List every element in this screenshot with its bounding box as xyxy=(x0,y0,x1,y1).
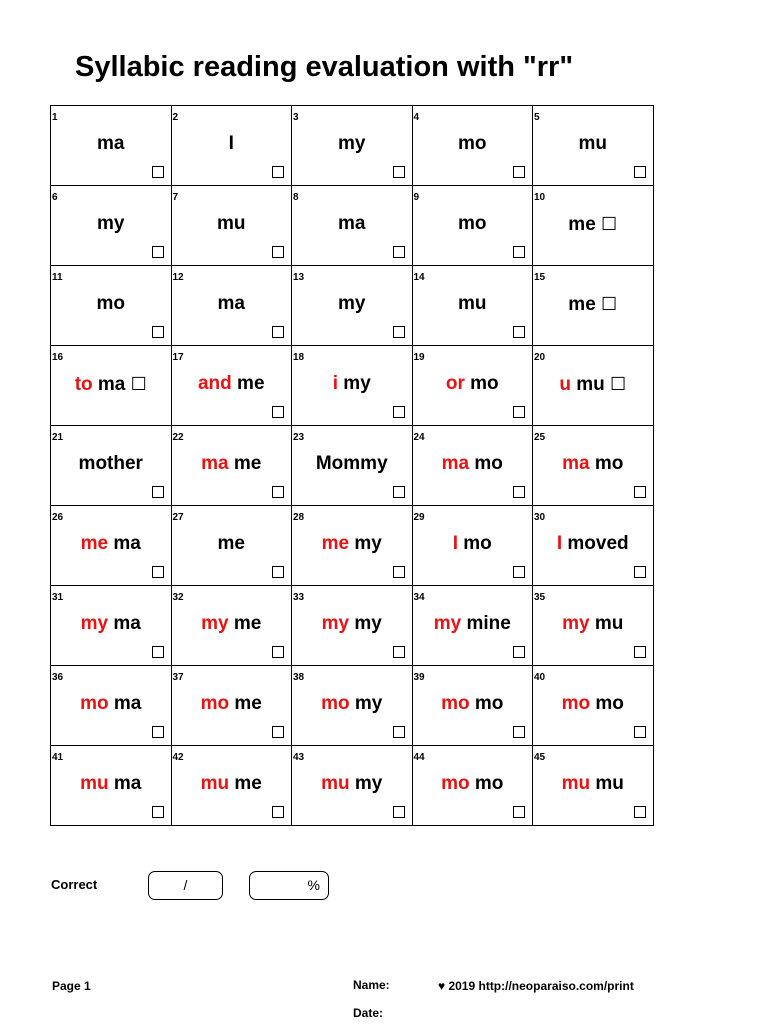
grid-cell xyxy=(51,346,172,426)
syllable-text: mo xyxy=(458,213,487,234)
grid-cell xyxy=(172,746,293,826)
checkbox[interactable] xyxy=(513,486,525,498)
syllable-text: mo xyxy=(474,773,504,794)
cell-number: 28 xyxy=(293,512,305,523)
cell-number: 40 xyxy=(534,672,546,683)
syllable-text: ma xyxy=(97,133,125,154)
checkbox[interactable] xyxy=(393,406,405,418)
checkbox[interactable] xyxy=(272,566,284,578)
cell-syllable xyxy=(533,613,653,635)
cell-number: 1 xyxy=(52,112,58,123)
highlighted-syllable: and xyxy=(197,373,232,394)
grid-cell xyxy=(172,186,293,266)
cell-number: 37 xyxy=(172,672,184,683)
cell-syllable xyxy=(533,533,653,555)
grid-cell xyxy=(292,426,413,506)
highlighted-syllable: i xyxy=(332,373,339,394)
cell-number: 27 xyxy=(172,512,184,523)
checkbox[interactable] xyxy=(272,166,284,178)
cell-number: 44 xyxy=(413,752,425,763)
cell-syllable xyxy=(172,133,292,155)
highlighted-syllable: mo xyxy=(441,693,470,714)
cell-syllable xyxy=(172,693,292,715)
syllable-text: mu xyxy=(458,293,487,314)
highlighted-syllable: mo xyxy=(80,693,109,714)
cell-number: 43 xyxy=(293,752,305,763)
cell-number: 32 xyxy=(172,592,184,603)
checkbox[interactable] xyxy=(513,566,525,578)
checkbox[interactable] xyxy=(272,246,284,258)
syllable-text: me xyxy=(234,773,262,794)
checkbox[interactable] xyxy=(272,406,284,418)
grid-cell xyxy=(172,106,293,186)
cell-syllable xyxy=(292,213,412,235)
checkbox[interactable] xyxy=(272,726,284,738)
syllable-text: mo xyxy=(96,293,125,314)
cell-syllable xyxy=(533,213,653,236)
cell-syllable xyxy=(172,453,292,475)
grid-cell xyxy=(292,666,413,746)
highlighted-syllable: I xyxy=(556,533,563,554)
checkbox[interactable] xyxy=(393,566,405,578)
cell-syllable xyxy=(533,373,653,396)
cell-syllable xyxy=(51,533,171,555)
cell-number: 2 xyxy=(172,112,179,123)
cell-number: 34 xyxy=(413,592,425,603)
grid-cell xyxy=(533,666,654,746)
syllable-text: my xyxy=(338,133,366,154)
cell-syllable xyxy=(413,533,533,555)
checkbox[interactable] xyxy=(513,166,525,178)
cell-syllable xyxy=(51,613,171,635)
cell-syllable xyxy=(533,773,653,795)
checkbox[interactable] xyxy=(634,166,646,178)
cell-syllable xyxy=(172,533,292,555)
syllable-text: ma xyxy=(113,773,142,794)
date-label: Date: xyxy=(353,1006,384,1020)
syllable-text: ma xyxy=(97,374,126,395)
cell-syllable xyxy=(51,213,171,235)
syllable-text: mu xyxy=(578,133,607,154)
cell-number: 15 xyxy=(534,272,546,283)
grid-cell xyxy=(413,586,534,666)
cell-syllable xyxy=(292,773,412,795)
grid-cell xyxy=(533,186,654,266)
cell-syllable xyxy=(51,133,171,155)
grid-cell xyxy=(413,106,534,186)
checkbox[interactable] xyxy=(513,326,525,338)
cell-number: 16 xyxy=(52,352,64,363)
checkbox[interactable] xyxy=(152,726,164,738)
checkbox-icon[interactable]: ☐ xyxy=(130,374,147,394)
checkbox[interactable] xyxy=(513,246,525,258)
syllable-text: my xyxy=(354,693,383,714)
grid-cell xyxy=(413,746,534,826)
syllable-text: me xyxy=(237,373,265,394)
grid-cell xyxy=(51,106,172,186)
checkbox-icon[interactable]: ☐ xyxy=(601,214,618,234)
syllable-text: I xyxy=(228,133,234,154)
cell-syllable xyxy=(292,533,412,555)
grid-cell xyxy=(172,266,293,346)
cell-number: 36 xyxy=(52,672,64,683)
syllable-text: mu xyxy=(594,613,624,634)
syllable-text: mu xyxy=(595,773,624,794)
syllable-text: me xyxy=(233,453,262,474)
cell-syllable xyxy=(292,693,412,715)
cell-syllable xyxy=(51,773,171,795)
cell-syllable xyxy=(533,293,653,316)
grid-cell xyxy=(533,586,654,666)
grid-cell xyxy=(51,666,172,746)
cell-syllable xyxy=(51,693,171,715)
highlighted-syllable: to xyxy=(74,374,93,395)
grid-cell xyxy=(292,186,413,266)
checkbox[interactable] xyxy=(152,326,164,338)
cell-number: 24 xyxy=(413,432,425,443)
checkbox[interactable] xyxy=(152,166,164,178)
cell-syllable xyxy=(51,293,171,315)
grid-cell xyxy=(292,586,413,666)
grid-cell xyxy=(533,266,654,346)
cell-number: 35 xyxy=(534,592,546,603)
cell-syllable xyxy=(292,293,412,315)
syllable-text: mo xyxy=(594,453,624,474)
highlighted-syllable: mu xyxy=(200,773,230,794)
syllable-text: my xyxy=(338,293,366,314)
grid-cell xyxy=(533,426,654,506)
checkbox[interactable] xyxy=(634,806,646,818)
correct-fraction-field[interactable]: / xyxy=(148,871,223,900)
checkbox[interactable] xyxy=(634,566,646,578)
highlighted-syllable: mo xyxy=(200,693,230,714)
highlighted-syllable: my xyxy=(562,613,590,634)
grid-cell xyxy=(51,746,172,826)
highlighted-syllable: my xyxy=(321,613,350,634)
grid-cell xyxy=(413,426,534,506)
syllable-text: me xyxy=(568,294,596,315)
cell-syllable xyxy=(172,373,292,395)
cell-number: 25 xyxy=(534,432,546,443)
grid-cell xyxy=(413,346,534,426)
cell-syllable xyxy=(172,213,292,235)
grid-cell xyxy=(533,346,654,426)
syllable-text: my xyxy=(354,773,383,794)
grid-cell xyxy=(51,186,172,266)
checkbox[interactable] xyxy=(513,646,525,658)
highlighted-syllable: mu xyxy=(561,773,591,794)
cell-number: 18 xyxy=(293,352,305,363)
cell-syllable xyxy=(292,613,412,635)
cell-number: 20 xyxy=(534,352,546,363)
checkbox[interactable] xyxy=(634,646,646,658)
highlighted-syllable: me xyxy=(80,533,109,554)
checkbox[interactable] xyxy=(393,806,405,818)
checkbox[interactable] xyxy=(393,166,405,178)
highlighted-syllable: mo xyxy=(441,773,470,794)
cell-syllable xyxy=(533,693,653,715)
cell-number: 14 xyxy=(413,272,425,283)
checkbox[interactable] xyxy=(272,646,284,658)
reading-grid xyxy=(50,105,654,826)
cell-number: 13 xyxy=(293,272,305,283)
checkbox[interactable] xyxy=(393,326,405,338)
cell-syllable xyxy=(413,773,533,795)
checkbox[interactable] xyxy=(393,246,405,258)
checkbox[interactable] xyxy=(513,806,525,818)
highlighted-syllable: ma xyxy=(441,453,470,474)
highlighted-syllable: mo xyxy=(321,693,350,714)
syllable-text: mine xyxy=(466,613,511,634)
syllable-text: me xyxy=(233,613,262,634)
cell-syllable xyxy=(172,293,292,315)
cell-number: 6 xyxy=(52,192,58,203)
highlighted-syllable: my xyxy=(80,613,109,634)
syllable-text: mo xyxy=(474,453,503,474)
cell-number: 31 xyxy=(52,592,64,603)
highlighted-syllable: ma xyxy=(201,453,229,474)
cell-number: 3 xyxy=(293,112,299,123)
checkbox[interactable] xyxy=(513,726,525,738)
cell-syllable xyxy=(413,133,533,155)
cell-syllable xyxy=(292,373,412,395)
grid-cell xyxy=(292,746,413,826)
correct-label: Correct xyxy=(51,877,98,892)
grid-cell xyxy=(172,586,293,666)
page-number: Page 1 xyxy=(52,979,91,993)
highlighted-syllable: ma xyxy=(562,453,590,474)
syllable-text: ma xyxy=(338,213,366,234)
cell-syllable xyxy=(51,373,171,396)
highlighted-syllable: u xyxy=(559,374,571,395)
checkbox[interactable] xyxy=(152,246,164,258)
syllable-text: me xyxy=(568,214,596,235)
grid-cell xyxy=(533,506,654,586)
syllable-text: my xyxy=(354,533,382,554)
checkbox-icon[interactable]: ☐ xyxy=(610,374,627,394)
grid-cell xyxy=(413,186,534,266)
cell-syllable xyxy=(413,293,533,315)
grid-cell xyxy=(292,106,413,186)
grid-cell xyxy=(413,266,534,346)
highlighted-syllable: my xyxy=(201,613,229,634)
grid-cell xyxy=(51,426,172,506)
cell-syllable xyxy=(413,373,533,395)
cell-syllable xyxy=(172,613,292,635)
cell-number: 10 xyxy=(534,192,546,203)
cell-number: 12 xyxy=(172,272,184,283)
grid-cell xyxy=(172,426,293,506)
highlighted-syllable: me xyxy=(321,533,350,554)
syllable-text: mu xyxy=(217,213,246,234)
syllable-text: Mommy xyxy=(315,453,388,474)
checkbox[interactable] xyxy=(393,646,405,658)
cell-syllable xyxy=(292,133,412,155)
syllable-text: my xyxy=(354,613,382,634)
grid-cell xyxy=(51,266,172,346)
cell-syllable xyxy=(413,693,533,715)
checkbox[interactable] xyxy=(152,646,164,658)
checkbox[interactable] xyxy=(152,806,164,818)
cell-number: 8 xyxy=(293,192,299,203)
checkbox[interactable] xyxy=(272,806,284,818)
grid-cell xyxy=(51,506,172,586)
cell-number: 45 xyxy=(534,752,546,763)
grid-cell xyxy=(292,506,413,586)
credit-text: ♥ 2019 http://neoparaiso.com/print xyxy=(438,979,634,993)
highlighted-syllable: mu xyxy=(80,773,109,794)
highlighted-syllable: mu xyxy=(321,773,350,794)
syllable-text: mo xyxy=(470,373,499,394)
syllable-text: moved xyxy=(567,533,629,554)
checkbox[interactable] xyxy=(513,406,525,418)
checkbox[interactable] xyxy=(634,486,646,498)
page-title: Syllabic reading evaluation with "rr" xyxy=(75,51,574,83)
cell-number: 23 xyxy=(293,432,305,443)
syllable-text: ma xyxy=(113,533,141,554)
checkbox[interactable] xyxy=(393,726,405,738)
highlighted-syllable: I xyxy=(452,533,458,554)
grid-cell xyxy=(172,346,293,426)
cell-number: 11 xyxy=(52,272,63,283)
syllable-text: mo xyxy=(463,533,492,554)
checkbox[interactable] xyxy=(272,486,284,498)
cell-syllable xyxy=(533,453,653,475)
checkbox[interactable] xyxy=(393,486,405,498)
checkbox[interactable] xyxy=(152,566,164,578)
cell-number: 33 xyxy=(293,592,305,603)
cell-number: 29 xyxy=(413,512,425,523)
grid-cell xyxy=(413,506,534,586)
grid-cell xyxy=(292,346,413,426)
cell-number: 7 xyxy=(172,192,179,203)
name-label: Name: xyxy=(353,978,390,992)
grid-cell xyxy=(51,586,172,666)
highlighted-syllable: or xyxy=(445,373,465,394)
checkbox[interactable] xyxy=(634,726,646,738)
cell-number: 26 xyxy=(52,512,64,523)
cell-number: 4 xyxy=(413,112,420,123)
cell-syllable xyxy=(292,453,412,475)
cell-number: 42 xyxy=(172,752,184,763)
syllable-text: mo xyxy=(595,693,624,714)
grid-cell xyxy=(172,506,293,586)
syllable-text: mo xyxy=(474,693,504,714)
cell-syllable xyxy=(51,453,171,475)
syllable-text: me xyxy=(217,533,245,554)
syllable-text: my xyxy=(343,373,371,394)
checkbox[interactable] xyxy=(272,326,284,338)
highlighted-syllable: mo xyxy=(561,693,591,714)
checkbox-icon[interactable]: ☐ xyxy=(601,294,618,314)
cell-number: 5 xyxy=(534,112,540,123)
grid-cell xyxy=(413,666,534,746)
syllable-text: ma xyxy=(113,693,142,714)
cell-number: 41 xyxy=(52,752,64,763)
syllable-text: mo xyxy=(458,133,487,154)
syllable-text: mu xyxy=(576,374,605,395)
grid-cell xyxy=(172,666,293,746)
cell-number: 19 xyxy=(413,352,425,363)
correct-percent-field[interactable]: % xyxy=(249,871,329,900)
cell-syllable xyxy=(413,213,533,235)
syllable-text: my xyxy=(97,213,125,234)
checkbox[interactable] xyxy=(152,486,164,498)
cell-number: 9 xyxy=(413,192,420,203)
cell-number: 39 xyxy=(413,672,425,683)
cell-number: 21 xyxy=(52,432,64,443)
grid-cell xyxy=(292,266,413,346)
syllable-text: me xyxy=(234,693,262,714)
syllable-text: ma xyxy=(113,613,141,634)
cell-number: 30 xyxy=(534,512,546,523)
cell-number: 17 xyxy=(172,352,184,363)
cell-syllable xyxy=(413,453,533,475)
cell-number: 22 xyxy=(172,432,184,443)
syllable-text: mother xyxy=(78,453,143,474)
cell-number: 38 xyxy=(293,672,305,683)
cell-syllable xyxy=(533,133,653,155)
grid-cell xyxy=(533,106,654,186)
syllable-text: ma xyxy=(217,293,245,314)
highlighted-syllable: my xyxy=(433,613,462,634)
cell-syllable xyxy=(172,773,292,795)
cell-syllable xyxy=(413,613,533,635)
grid-cell xyxy=(533,746,654,826)
